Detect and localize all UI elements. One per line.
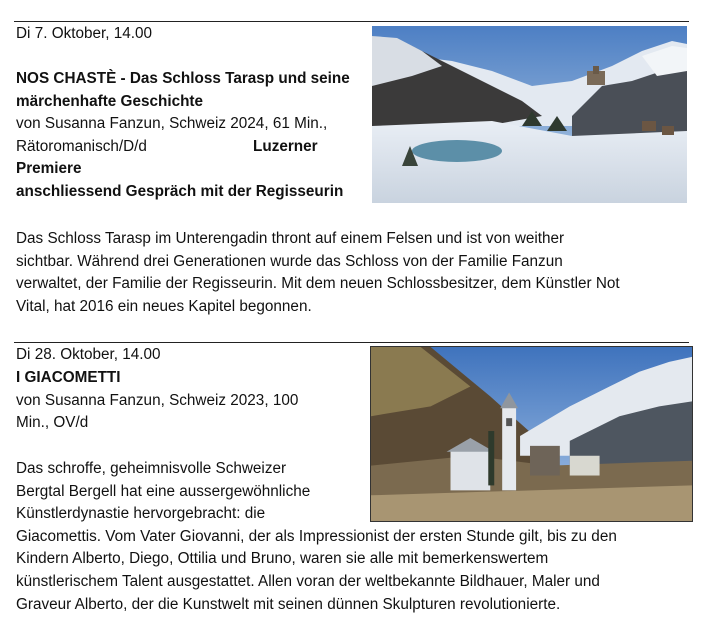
- event2-desc-line3: Künstlerdynastie hervorgebracht: die: [16, 505, 266, 522]
- bregaglia-church-photo: [370, 346, 693, 522]
- event2-credits-line1: von Susanna Fanzun, Schweiz 2023, 100: [16, 392, 299, 409]
- event1-premiere-word2: Premiere: [16, 160, 82, 177]
- event1-credits-line2: Rätoromanisch/D/d: [16, 138, 147, 155]
- event2-title: I GIACOMETTI: [16, 369, 121, 386]
- event2-date: Di 28. Oktober, 14.00: [16, 346, 161, 363]
- event1-title-line2: märchenhafte Geschichte: [16, 93, 204, 110]
- event1-title-line1: NOS CHASTÈ - Das Schloss Tarasp und seine: [16, 70, 350, 87]
- event1-desc-line1: Das Schloss Tarasp im Unterengadin thront auf einem Felsen und ist von weither: [16, 230, 565, 247]
- event1-desc-line3: verwaltet, der Familie der Regisseurin. Mit dem neuen Schlossbesitzer, dem Künstler Not: [16, 275, 620, 292]
- event1-talk: anschliessend Gespräch mit der Regisseurin: [16, 183, 344, 200]
- event2-desc-line6: künstlerischem Talent ausgestattet. Allen voran der weltbekannte Bildhauer, Maler und: [16, 573, 600, 590]
- event2-credits-line2: Min., OV/d: [16, 414, 89, 431]
- event2-desc-line4: Giacomettis. Vom Vater Giovanni, der als Impressionist der ersten Stunde gilt, bis zu den: [16, 528, 617, 545]
- event1-desc-line2: sichtbar. Während drei Generationen wurde das Schloss von der Familie Fanzun: [16, 253, 563, 270]
- top-divider: [14, 21, 689, 22]
- event2-desc-line1: Das schroffe, geheimnisvolle Schweizer: [16, 460, 287, 477]
- middle-divider: [14, 342, 689, 343]
- event2-desc-line5: Kindern Alberto, Diego, Ottilia und Bruno, waren sie alle mit bemerkenswertem: [16, 550, 549, 567]
- event1-date: Di 7. Oktober, 14.00: [16, 25, 153, 42]
- event1-credits-line1: von Susanna Fanzun, Schweiz 2024, 61 Min.,: [16, 115, 328, 132]
- event1-desc-line4: Vital, hat 2016 ein neues Kapitel begonnen.: [16, 298, 312, 315]
- event1-premiere-word1: Luzerner: [253, 138, 318, 155]
- event2-desc-line2: Bergtal Bergell hat eine aussergewöhnliche: [16, 483, 311, 500]
- tarasp-castle-photo: [372, 26, 687, 203]
- event2-desc-line7: Graveur Alberto, der die Kunstwelt mit seinen dünnen Skulpturen revolutionierte.: [16, 596, 561, 613]
